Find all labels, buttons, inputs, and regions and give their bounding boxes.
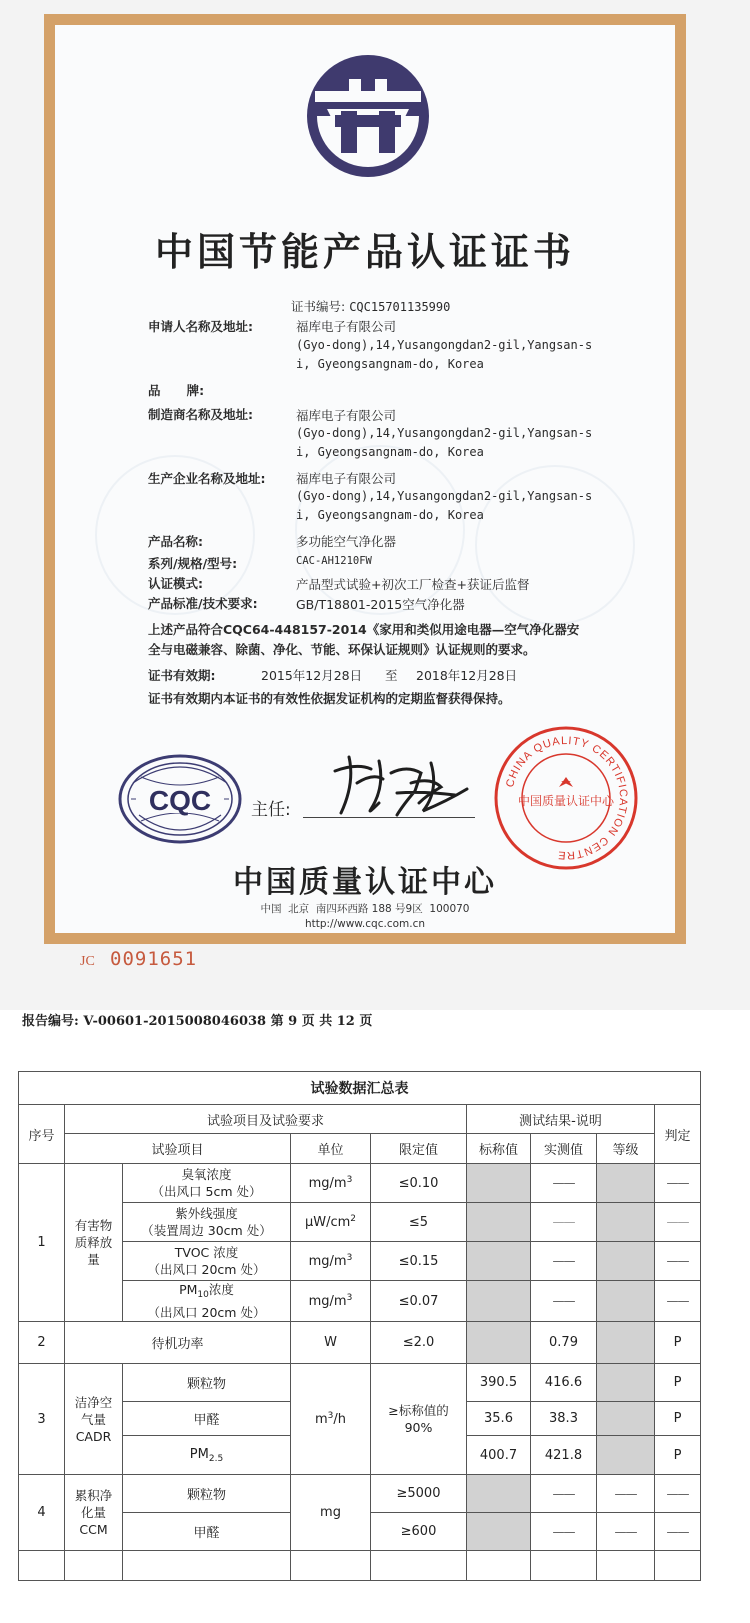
brand-label: 品 牌: xyxy=(148,383,205,398)
cadr-particle-judge: P xyxy=(655,1364,701,1402)
table-row: $PM_{10}$浓度 （出风口 20cm 处） $mg/m^3$ ≤0.07 —— —— xyxy=(19,1281,701,1322)
ozone-unit: mg/m xyxy=(308,1176,347,1191)
pm10-item-suffix: 浓度 xyxy=(208,1282,234,1297)
ozone-judge: —— xyxy=(655,1164,701,1203)
tvoc-measured: —— xyxy=(531,1242,597,1281)
cadr-pm25-grade xyxy=(597,1436,655,1475)
ozone-nominal xyxy=(467,1164,531,1203)
tvoc-unit: mg/m xyxy=(308,1254,347,1269)
standard-label: 产品标准/技术要求: xyxy=(148,596,258,611)
conformity-line2: 全与电磁兼容、除菌、净化、节能、环保认证规则》认证规则的要求。 xyxy=(148,642,536,657)
applicant-label: 申请人名称及地址: xyxy=(148,319,253,334)
serial-number: 0091651 xyxy=(110,948,198,970)
manufacturer-address-line1: (Gyo-dong),14,Yusangongdan2-gil,Yangsan-s xyxy=(296,426,593,440)
ccm-formaldehyde-nominal xyxy=(467,1513,531,1551)
header-limit: 限定值 xyxy=(371,1134,467,1164)
manufacturer-label: 制造商名称及地址: xyxy=(148,407,253,422)
table-row: 1 有害物质释放量 臭氧浓度 （出风口 5cm 处） $mg/m^3$ ≤0.10 —— —— xyxy=(19,1164,701,1203)
standby-power-limit: ≤2.0 xyxy=(371,1322,467,1364)
organization-url: http://www.cqc.com.cn xyxy=(304,918,426,930)
header-measured: 实测值 xyxy=(531,1134,597,1164)
ccm-formaldehyde-item: 甲醛 xyxy=(123,1513,291,1551)
table-row: 3 洁净空气量CADR 颗粒物 $m^3/h$ ≥标称值的90% 390.5 416.6 P xyxy=(19,1364,701,1402)
tvoc-condition: （出风口 20cm 处） xyxy=(147,1262,266,1277)
table-row xyxy=(19,1475,701,1513)
factory-label: 生产企业名称及地址: xyxy=(148,471,266,486)
ozone-limit: ≤0.10 xyxy=(371,1164,467,1203)
ccm-particle-nominal xyxy=(467,1475,531,1513)
organization-name: 中国质量认证中心 xyxy=(233,865,497,900)
ozone-grade xyxy=(597,1164,655,1203)
table-row xyxy=(19,1551,701,1581)
standby-power-grade xyxy=(597,1322,655,1364)
report-number: 报告编号: V-00601-2015008046038 第 9 页 共 12 页 xyxy=(22,1014,373,1029)
certificate-paper xyxy=(55,25,675,933)
certificate-title: 中国节能产品认证证书 xyxy=(154,230,575,274)
ccm-formaldehyde-grade: —— xyxy=(597,1513,655,1551)
next-row-cell xyxy=(531,1551,597,1581)
header-unit: 单位 xyxy=(291,1134,371,1164)
pm10-judge: —— xyxy=(655,1281,701,1322)
tvoc-limit: ≤0.15 xyxy=(371,1242,467,1281)
header-judgement: 判定 xyxy=(655,1105,701,1164)
pm10-nominal xyxy=(467,1281,531,1322)
cadr-formaldehyde-nominal: 35.6 xyxy=(467,1402,531,1436)
group3-category: 洁净空气量CADR xyxy=(65,1364,123,1475)
standby-power-item: 待机功率 xyxy=(65,1322,291,1364)
pm10-unit: mg/m xyxy=(308,1294,347,1309)
organization-address: 中国 北京 南四环西路 188 号9区 100070 xyxy=(260,903,470,915)
manufacturer-address-line2: i, Gyeongsangnam-do, Korea xyxy=(296,445,484,459)
group1-seq: 1 xyxy=(19,1164,65,1322)
standby-power-measured: 0.79 xyxy=(531,1322,597,1364)
certification-mode: 产品型式试验+初次工厂检查+获证后监督 xyxy=(296,577,530,592)
seal-outer-text: CHINA QUALITY CERTIFICATION CENTRE xyxy=(504,734,630,862)
applicant-address-line1: (Gyo-dong),14,Yusangongdan2-gil,Yangsan-s xyxy=(296,338,593,352)
certificate-frame xyxy=(44,14,686,944)
group4-seq: 4 xyxy=(19,1475,65,1551)
tvoc-judge: —— xyxy=(655,1242,701,1281)
ccm-particle-judge: —— xyxy=(655,1475,701,1513)
next-row-cell xyxy=(467,1551,531,1581)
cadr-pm25-item: PM xyxy=(189,1446,209,1462)
standby-power-unit: W xyxy=(291,1322,371,1364)
ccm-particle-item: 颗粒物 xyxy=(123,1475,291,1513)
product-name-label: 产品名称: xyxy=(148,534,203,549)
serial-prefix: JC xyxy=(80,954,95,969)
uv-unit: μW/cm xyxy=(304,1215,351,1230)
cqc-logo xyxy=(117,753,243,849)
cadr-limit: ≥标称值的90% xyxy=(371,1364,467,1475)
pm10-limit: ≤0.07 xyxy=(371,1281,467,1322)
uv-grade xyxy=(597,1203,655,1242)
next-row-cell xyxy=(123,1551,291,1581)
ccm-unit: mg xyxy=(291,1475,371,1551)
standby-power-judge: P xyxy=(655,1322,701,1364)
valid-to: 2018年12月28日 xyxy=(416,668,518,683)
ccm-particle-grade: —— xyxy=(597,1475,655,1513)
group2-seq: 2 xyxy=(19,1322,65,1364)
tvoc-item: TVOC 浓度 xyxy=(174,1245,239,1260)
uv-measured: —— xyxy=(531,1203,597,1242)
table-row: 紫外线强度 （装置周边 30cm 处） $\mu W/cm^2$ ≤5 —— —— xyxy=(19,1203,701,1242)
cqc-logo-text: CQC xyxy=(148,785,212,816)
uv-limit: ≤5 xyxy=(371,1203,467,1242)
seal-inner-text: 中国质量认证中心 xyxy=(517,794,615,808)
ozone-item: 臭氧浓度 xyxy=(181,1167,232,1182)
standby-power-nominal xyxy=(467,1322,531,1364)
test-summary-table xyxy=(18,1071,701,1581)
applicant-name: 福库电子有限公司 xyxy=(296,319,397,334)
group3-seq: 3 xyxy=(19,1364,65,1475)
header-items-requirements: 试验项目及试验要求 xyxy=(65,1105,467,1134)
cadr-formaldehyde-measured: 38.3 xyxy=(531,1402,597,1436)
applicant-address-line2: i, Gyeongsangnam-do, Korea xyxy=(296,357,484,371)
ccm-particle-limit: ≥5000 xyxy=(371,1475,467,1513)
header-nominal: 标称值 xyxy=(467,1134,531,1164)
ccm-formaldehyde-measured: —— xyxy=(531,1513,597,1551)
pm10-measured: —— xyxy=(531,1281,597,1322)
conformity-line1: 上述产品符合CQC64-448157-2014《家用和类似用途电器—空气净化器安 xyxy=(148,622,580,637)
director-label: 主任: xyxy=(251,800,291,820)
next-row-cell xyxy=(597,1551,655,1581)
header-seq: 序号 xyxy=(19,1105,65,1164)
uv-item: 紫外线强度 xyxy=(175,1206,238,1221)
energy-saving-emblem-icon xyxy=(305,53,431,183)
cadr-pm25-judge: P xyxy=(655,1436,701,1475)
next-row-cell xyxy=(65,1551,123,1581)
cadr-formaldehyde-item: 甲醛 xyxy=(123,1402,291,1436)
cadr-formaldehyde-judge: P xyxy=(655,1402,701,1436)
ccm-particle-measured: —— xyxy=(531,1475,597,1513)
next-row-cell xyxy=(655,1551,701,1581)
valid-to-separator: 至 xyxy=(385,668,398,683)
ccm-formaldehyde-limit: ≥600 xyxy=(371,1513,467,1551)
mode-label: 认证模式: xyxy=(148,576,203,591)
ozone-measured: —— xyxy=(531,1164,597,1203)
handwritten-signature xyxy=(327,743,487,827)
tvoc-nominal xyxy=(467,1242,531,1281)
cadr-particle-nominal: 390.5 xyxy=(467,1364,531,1402)
model-number: CAC-AH1210FW xyxy=(296,555,372,567)
factory-address-line2: i, Gyeongsangnam-do, Korea xyxy=(296,508,484,522)
header-item: 试验项目 xyxy=(65,1134,291,1164)
table-row xyxy=(19,1322,701,1364)
next-row-cell xyxy=(291,1551,371,1581)
cadr-unit-tail: /h xyxy=(333,1412,347,1427)
cadr-pm25-measured: 421.8 xyxy=(531,1436,597,1475)
manufacturer-name: 福库电子有限公司 xyxy=(296,408,397,423)
product-standard: GB/T18801-2015空气净化器 xyxy=(296,597,465,612)
pm10-condition: （出风口 20cm 处） xyxy=(147,1305,266,1320)
table-title: 试验数据汇总表 xyxy=(19,1072,701,1105)
pm10-subscript: 10 xyxy=(197,1290,209,1300)
ccm-formaldehyde-judge: —— xyxy=(655,1513,701,1551)
table-row: TVOC 浓度 （出风口 20cm 处） $mg/m^3$ ≤0.15 —— —— xyxy=(19,1242,701,1281)
tvoc-grade xyxy=(597,1242,655,1281)
cert-number-row xyxy=(291,297,450,315)
uv-condition: （装置周边 30cm 处） xyxy=(141,1223,272,1238)
header-grade: 等级 xyxy=(597,1134,655,1164)
validity-note: 证书有效期内本证书的有效性依据发证机构的定期监督获得保持。 xyxy=(148,691,511,706)
group1-category: 有害物质释放量 xyxy=(65,1164,123,1322)
factory-name: 福库电子有限公司 xyxy=(296,471,397,486)
pm10-grade xyxy=(597,1281,655,1322)
red-official-seal xyxy=(491,723,641,877)
cadr-pm25-subscript: 2.5 xyxy=(208,1453,224,1464)
valid-from: 2015年12月28日 xyxy=(261,668,363,683)
cadr-formaldehyde-grade xyxy=(597,1402,655,1436)
uv-judge: —— xyxy=(655,1203,701,1242)
cadr-particle-grade xyxy=(597,1364,655,1402)
cert-number-label: 证书编号: xyxy=(291,299,346,314)
product-name: 多功能空气净化器 xyxy=(296,534,397,549)
next-row-cell xyxy=(371,1551,467,1581)
cadr-particle-item: 颗粒物 xyxy=(123,1364,291,1402)
cadr-unit: m xyxy=(314,1412,328,1427)
ozone-condition: （出风口 5cm 处） xyxy=(151,1184,262,1199)
model-label: 系列/规格/型号: xyxy=(148,556,238,571)
cadr-particle-measured: 416.6 xyxy=(531,1364,597,1402)
validity-label: 证书有效期: xyxy=(148,668,216,683)
factory-address-line1: (Gyo-dong),14,Yusangongdan2-gil,Yangsan-s xyxy=(296,489,593,503)
next-row-cell xyxy=(19,1551,65,1581)
uv-nominal xyxy=(467,1203,531,1242)
group4-category: 累积净化量CCM xyxy=(65,1475,123,1551)
cert-number: CQC15701135990 xyxy=(349,300,451,314)
pm10-item: PM xyxy=(179,1282,198,1297)
cadr-pm25-nominal: 400.7 xyxy=(467,1436,531,1475)
header-results: 测试结果-说明 xyxy=(467,1105,655,1134)
